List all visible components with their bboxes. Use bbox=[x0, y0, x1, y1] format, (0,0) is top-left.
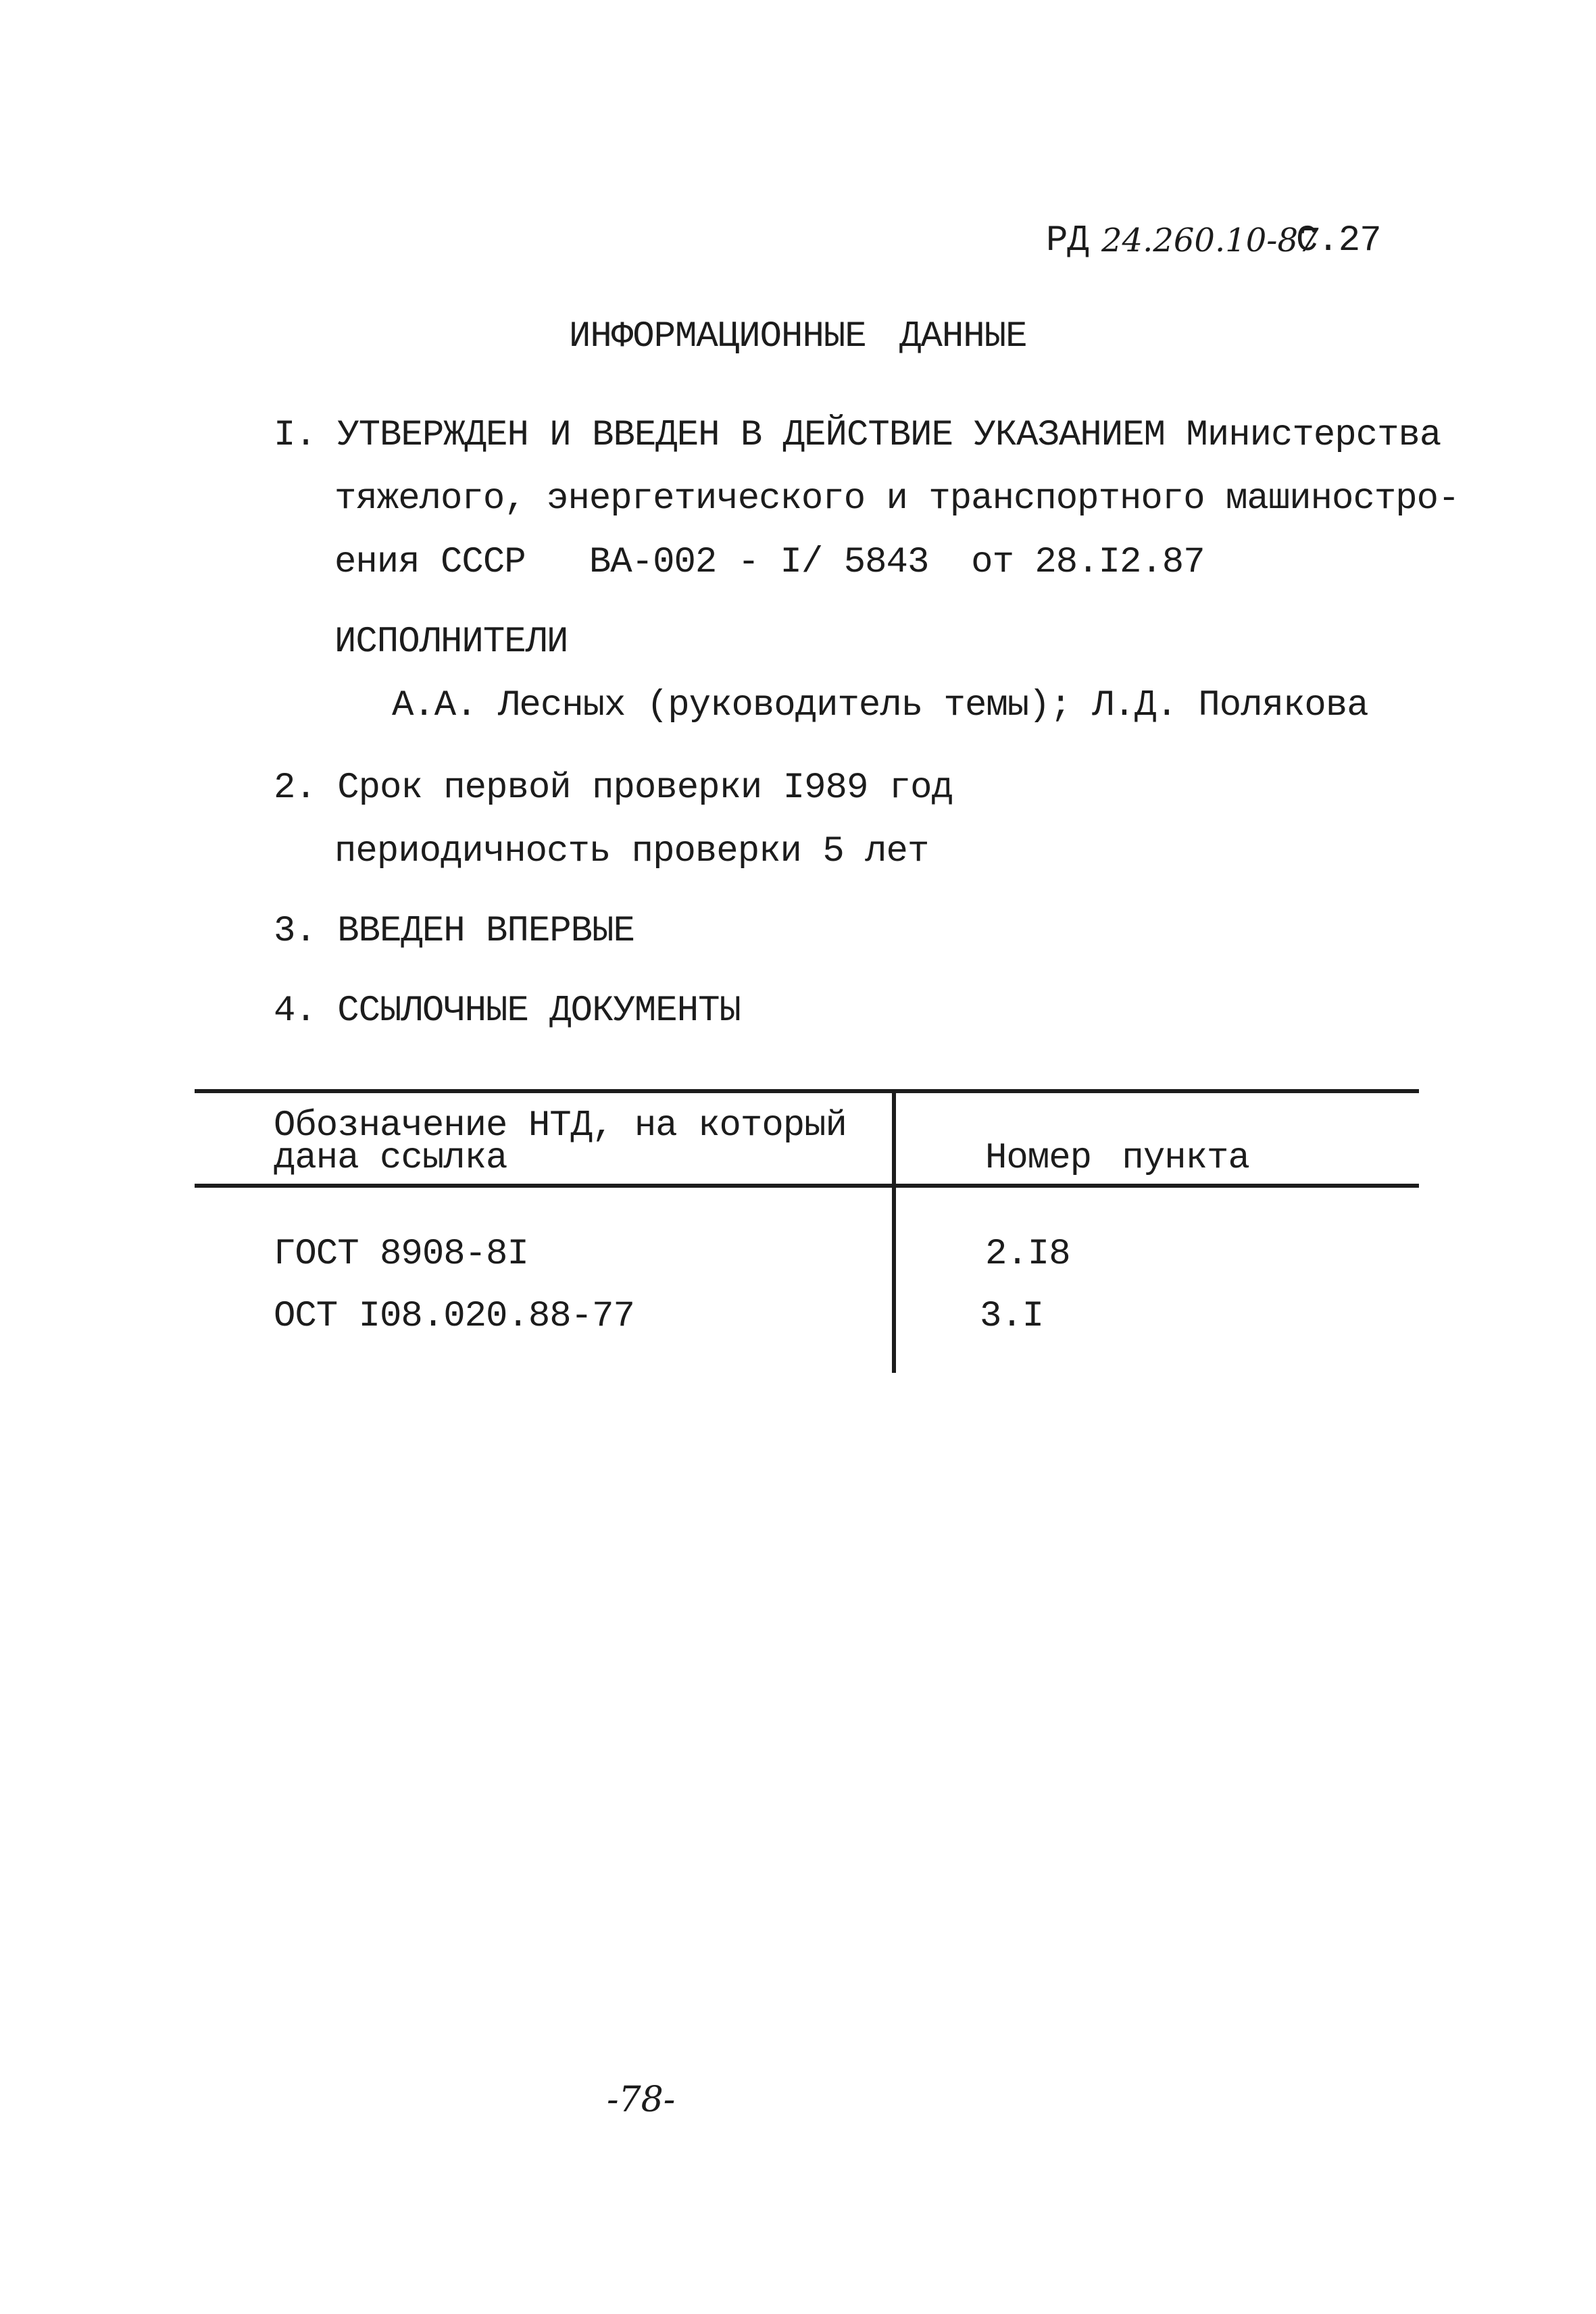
table-row-2-doc: ОСТ I08.020.88-77 bbox=[274, 1296, 634, 1337]
section2-line2: периодичность проверки 5 лет bbox=[334, 831, 929, 872]
doc-number-handwritten: 24.260.10-87 bbox=[1101, 222, 1319, 259]
doc-prefix: РД bbox=[1046, 220, 1089, 261]
table-row-2-item: 3.I bbox=[980, 1296, 1044, 1337]
table-top-rule bbox=[195, 1089, 1419, 1093]
section1-line1: I. УТВЕРЖДЕН И ВВЕДЕН В ДЕЙСТВИЕ УКАЗАНИЕМ Министерства bbox=[274, 415, 1441, 456]
table-header-rule bbox=[195, 1184, 1419, 1188]
table-column-divider bbox=[892, 1091, 896, 1373]
table-row-1-doc: ГОСТ 8908-8I bbox=[274, 1234, 528, 1275]
page-label: С.27 bbox=[1296, 220, 1381, 261]
section1-line3: ения СССР ВА-002 - I/ 5843 от 28.I2.87 bbox=[334, 542, 1205, 583]
table-header-doc-line2: дана ссылка bbox=[274, 1138, 507, 1179]
section1-line2: тяжелого, энергетического и транспортного машиностро- bbox=[334, 478, 1460, 520]
section4: 4. ССЫЛОЧНЫЕ ДОКУМЕНТЫ bbox=[274, 990, 741, 1032]
executors-names: А.А. Лесных (руководитель темы); Л.Д. Полякова bbox=[392, 685, 1368, 726]
section3: 3. ВВЕДЕН ВПЕРВЫЕ bbox=[274, 911, 634, 952]
table-row-1-item: 2.I8 bbox=[985, 1234, 1070, 1275]
section2-line1: 2. Срок первой проверки I989 год bbox=[274, 768, 953, 809]
executors-label: ИСПОЛНИТЕЛИ bbox=[334, 622, 568, 663]
page-title: ИНФОРМАЦИОННЫЕ ДАННЫЕ bbox=[569, 316, 1027, 357]
table-header-doc-line1: Обозначение НТД, на который bbox=[274, 1105, 847, 1147]
page-number-handwritten: -78- bbox=[607, 2080, 676, 2120]
table-header-item: Номер пункта bbox=[985, 1138, 1249, 1179]
